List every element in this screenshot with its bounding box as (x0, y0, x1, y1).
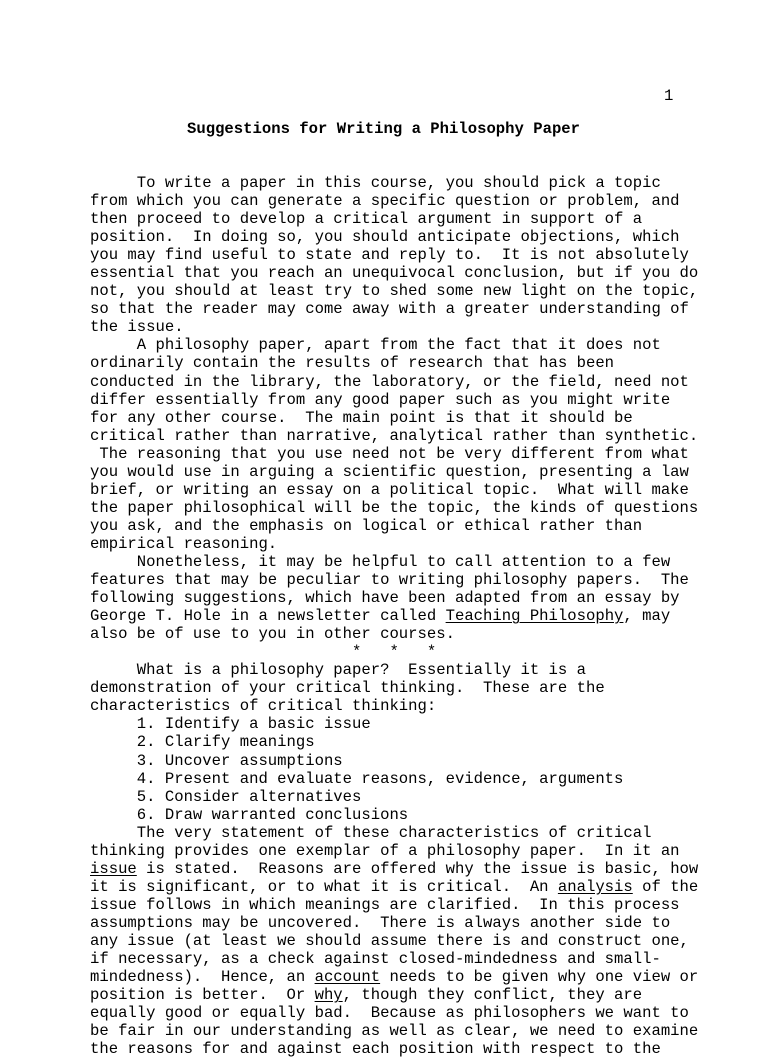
underlined-text: account (314, 968, 381, 987)
text-segment: if necessary, as a check against closed-mindedness and small- (90, 950, 661, 969)
text-segment: assumptions may be uncovered. There is always another side to (90, 913, 671, 932)
text-segment: A philosophy paper, apart from the fact that it does not (90, 336, 661, 355)
text-segment: To write a paper in this course, you should pick a topic (90, 174, 661, 192)
text-line (90, 715, 698, 733)
text-segment: equally good or equally bad. Because as philosophers we want to (90, 1004, 689, 1023)
text-line (90, 300, 698, 318)
text-segment: 1. Identify a basic issue (90, 715, 371, 734)
text-segment: conducted in the library, the laboratory, or the field, need not (90, 372, 689, 391)
text-segment: 3. Uncover assumptions (90, 751, 343, 770)
text-segment: also be of use to you in other courses. (90, 625, 455, 644)
text-segment: , may (623, 607, 671, 626)
text-segment: The reasoning that you use need not be very different from what (90, 444, 689, 463)
text-line (90, 661, 698, 679)
document-title: Suggestions for Writing a Philosophy Paper (187, 120, 581, 138)
text-line (90, 246, 698, 264)
text-line (90, 1022, 698, 1040)
text-line (90, 264, 698, 282)
text-segment: empirical reasoning. (90, 534, 278, 553)
text-segment: be fair in our understanding as well as clear, we need to examine (90, 1022, 699, 1041)
text-segment: brief, or writing an essay on a political topic. What will make (90, 480, 689, 499)
text-segment: needs to be given why one view or (380, 968, 699, 987)
text-segment: characteristics of critical thinking: (90, 697, 437, 716)
text-segment: , though they conflict, they are (342, 986, 643, 1005)
text-segment: any issue (at least we should assume there is and construct one, (90, 931, 689, 950)
text-line (90, 499, 698, 517)
text-line (90, 174, 698, 192)
text-line (90, 733, 698, 751)
text-segment: then proceed to develop a critical argument in support of a (90, 210, 643, 229)
text-segment: 4. Present and evaluate reasons, evidence, arguments (90, 769, 624, 788)
text-line (90, 517, 698, 535)
text-line (90, 571, 698, 589)
text-line (90, 354, 698, 372)
page-number: 1 (664, 87, 674, 105)
text-segment: The very statement of these characteristics of critical (90, 823, 652, 842)
text-segment: thinking provides one exemplar of a philosophy paper. In it an (90, 841, 680, 860)
text-segment: differ essentially from any good paper such as you might write (90, 390, 671, 409)
text-line (90, 950, 698, 968)
text-line (90, 788, 698, 806)
text-segment: the paper philosophical will be the topic, the kinds of questions (90, 498, 699, 517)
text-segment: is stated. Reasons are offered why the issue is basic, how (136, 859, 699, 878)
text-line (90, 824, 698, 842)
text-line (90, 679, 698, 697)
text-line (90, 409, 698, 427)
text-line (90, 896, 698, 914)
text-line (90, 625, 698, 643)
text-segment: mindedness). Hence, an (90, 968, 315, 987)
text-segment: 6. Draw warranted conclusions (90, 805, 409, 824)
text-segment: you would use in arguing a scientific question, presenting a law (90, 462, 689, 481)
text-line (90, 697, 698, 715)
text-line (90, 427, 698, 445)
underlined-text: analysis (557, 877, 633, 896)
text-segment: essential that you reach an unequivocal conclusion, but if you do (90, 264, 699, 283)
text-segment: from which you can generate a specific question or problem, and (90, 192, 680, 211)
text-line (90, 373, 698, 391)
text-line (90, 770, 698, 788)
text-line (90, 878, 698, 896)
text-segment: you ask, and the emphasis on logical or ethical rather than (90, 516, 643, 535)
text-line (90, 391, 698, 409)
text-segment: ordinarily contain the results of research that has been (90, 354, 615, 373)
text-line (90, 1004, 698, 1022)
document-body (90, 174, 698, 1058)
text-segment: features that may be peculiar to writing philosophy papers. The (90, 571, 689, 590)
text-line (90, 752, 698, 770)
text-line (90, 553, 698, 571)
text-segment: 5. Consider alternatives (90, 787, 362, 806)
text-segment: Nonetheless, it may be helpful to call attention to a few (90, 552, 671, 571)
text-segment: demonstration of your critical thinking. These are the (90, 679, 605, 698)
text-line (90, 445, 698, 463)
text-line (90, 192, 698, 210)
text-line (90, 210, 698, 228)
text-line (90, 914, 698, 932)
text-segment: position is better. Or (90, 986, 315, 1005)
text-segment: you may find useful to state and reply to. It is not absolutely (90, 246, 689, 265)
text-line (90, 228, 698, 246)
text-line (90, 932, 698, 950)
text-segment: issue follows in which meanings are clarified. In this process (90, 895, 680, 914)
text-segment: so that the reader may come away with a greater understanding of (90, 300, 689, 319)
text-segment: not, you should at least try to shed some new light on the topic, (90, 282, 699, 301)
text-line (90, 589, 698, 607)
text-segment: George T. Hole in a newsletter called (90, 607, 446, 626)
text-line (90, 481, 698, 499)
text-line (90, 318, 698, 336)
text-segment: 2. Clarify meanings (90, 733, 315, 752)
text-line (90, 607, 698, 625)
text-segment: of the (632, 877, 699, 896)
text-line (90, 463, 698, 481)
text-line (90, 282, 698, 300)
text-line (90, 1040, 698, 1058)
text-segment: critical rather than narrative, analytical rather than synthetic. (90, 426, 699, 445)
text-segment: position. In doing so, you should anticipate objections, which (90, 228, 680, 247)
text-line (90, 806, 698, 824)
text-segment: * * * (90, 643, 437, 662)
text-line (90, 535, 698, 553)
text-line (90, 968, 698, 986)
text-line (90, 643, 698, 661)
text-line (90, 986, 698, 1004)
text-line (90, 336, 698, 354)
text-segment: for any other course. The main point is that it should be (90, 408, 633, 427)
text-segment: the issue. (90, 318, 184, 337)
underlined-text: why (314, 986, 343, 1005)
text-segment: What is a philosophy paper? Essentially it is a (90, 661, 586, 680)
text-line (90, 842, 698, 860)
underlined-text: Teaching Philosophy (445, 607, 624, 626)
text-segment: the reasons for and against each position with respect to the (90, 1040, 661, 1058)
text-segment: it is significant, or to what it is critical. An (90, 877, 558, 896)
text-line (90, 860, 698, 878)
underlined-text: issue (90, 859, 137, 878)
text-segment: following suggestions, which have been adapted from an essay by (90, 589, 680, 608)
